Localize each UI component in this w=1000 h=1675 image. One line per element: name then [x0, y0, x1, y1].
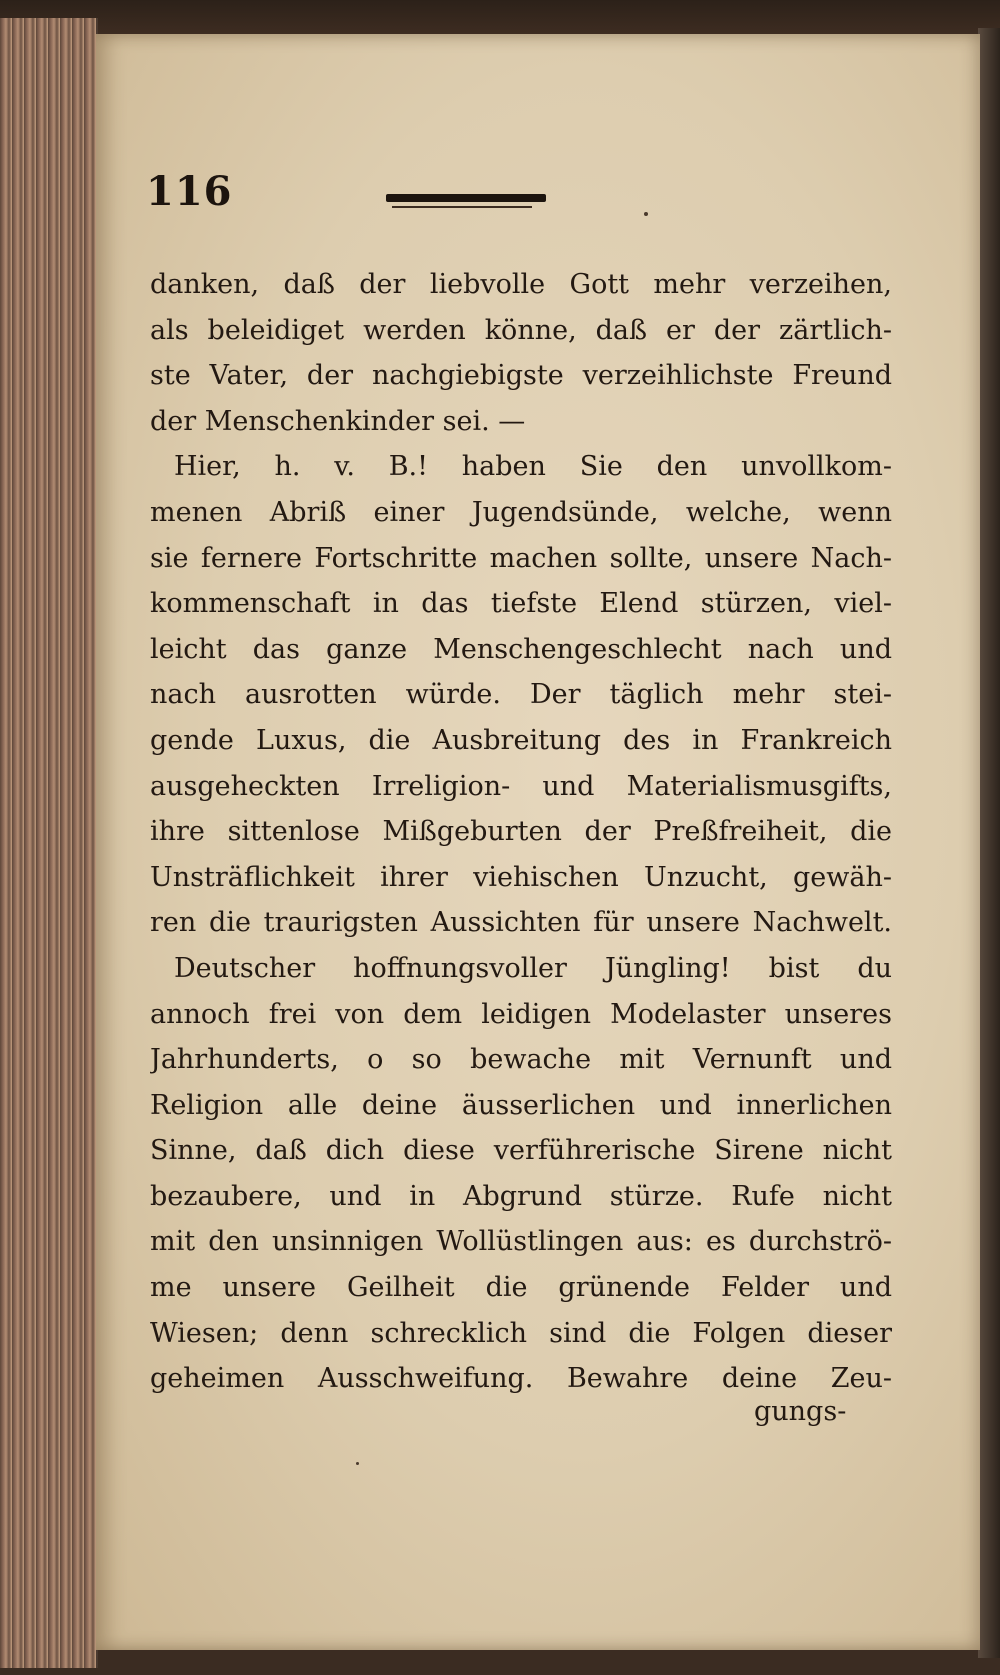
text-line: menen Abriß einer Jugendsünde, welche, wenn: [150, 496, 892, 528]
text-line: mit den unsinnigen Wollüstlingen aus: es durchströ-: [150, 1226, 892, 1258]
page-edges: [0, 18, 98, 1668]
text-line: geheimen Ausschweifung. Bewahre deine Zeu-: [150, 1363, 892, 1395]
text-line: der Menschenkinder sei. —: [150, 405, 526, 437]
text-line: Hier, h. v. B.! haben Sie den unvollkom-: [174, 451, 892, 483]
catchword: gungs-: [754, 1396, 847, 1427]
book-cover-right: [978, 28, 1000, 1658]
paper-speck: [356, 1462, 359, 1465]
body-text: [150, 262, 892, 1402]
page-number: 116: [146, 168, 233, 215]
book-cover-top: [0, 0, 1000, 34]
text-line: als beleidiget werden könne, daß er der zärtlich-: [150, 314, 892, 346]
text-line: sie fernere Fortschritte machen sollte, unsere Nach-: [150, 542, 892, 574]
text-line: ausgeheckten Irreligion- und Materialismusgifts,: [150, 770, 892, 802]
text-line: Sinne, daß dich diese verführerische Sirene nicht: [150, 1135, 892, 1167]
text-line: nach ausrotten würde. Der täglich mehr stei-: [150, 679, 892, 711]
text-line: gende Luxus, die Ausbreitung des in Frankreich: [150, 724, 892, 756]
text-line: annoch frei von dem leidigen Modelaster unseres: [150, 998, 892, 1030]
text-line: kommenschaft in das tiefste Elend stürzen, viel-: [150, 588, 892, 620]
text-line: ren die traurigsten Aussichten für unsere Nachwelt.: [150, 907, 892, 939]
text-line: danken, daß der liebvolle Gott mehr verzeihen,: [150, 269, 892, 300]
text-line: bezaubere, und in Abgrund stürze. Rufe nicht: [150, 1180, 892, 1212]
text-line: ihre sittenlose Mißgeburten der Preßfreiheit, die: [150, 816, 892, 848]
text-line: Unsträflichkeit ihrer viehischen Unzucht, gewäh-: [150, 861, 892, 893]
text-line: Wiesen; denn schrecklich sind die Folgen dieser: [150, 1317, 892, 1349]
text-line: me unsere Geilheit die grünende Felder und: [150, 1272, 892, 1304]
text-line: Religion alle deine äusserlichen und innerlichen: [150, 1089, 892, 1121]
text-line: ste Vater, der nachgiebigste verzeihlichste Freund: [150, 360, 892, 392]
header-ornament-rule: [386, 194, 546, 202]
paper-speck: [644, 212, 648, 216]
text-line: Deutscher hoffnungsvoller Jüngling! bist du: [174, 952, 892, 984]
text-line: leicht das ganze Menschengeschlecht nach und: [150, 633, 892, 665]
text-line: Jahrhunderts, o so bewache mit Vernunft und: [150, 1044, 892, 1076]
